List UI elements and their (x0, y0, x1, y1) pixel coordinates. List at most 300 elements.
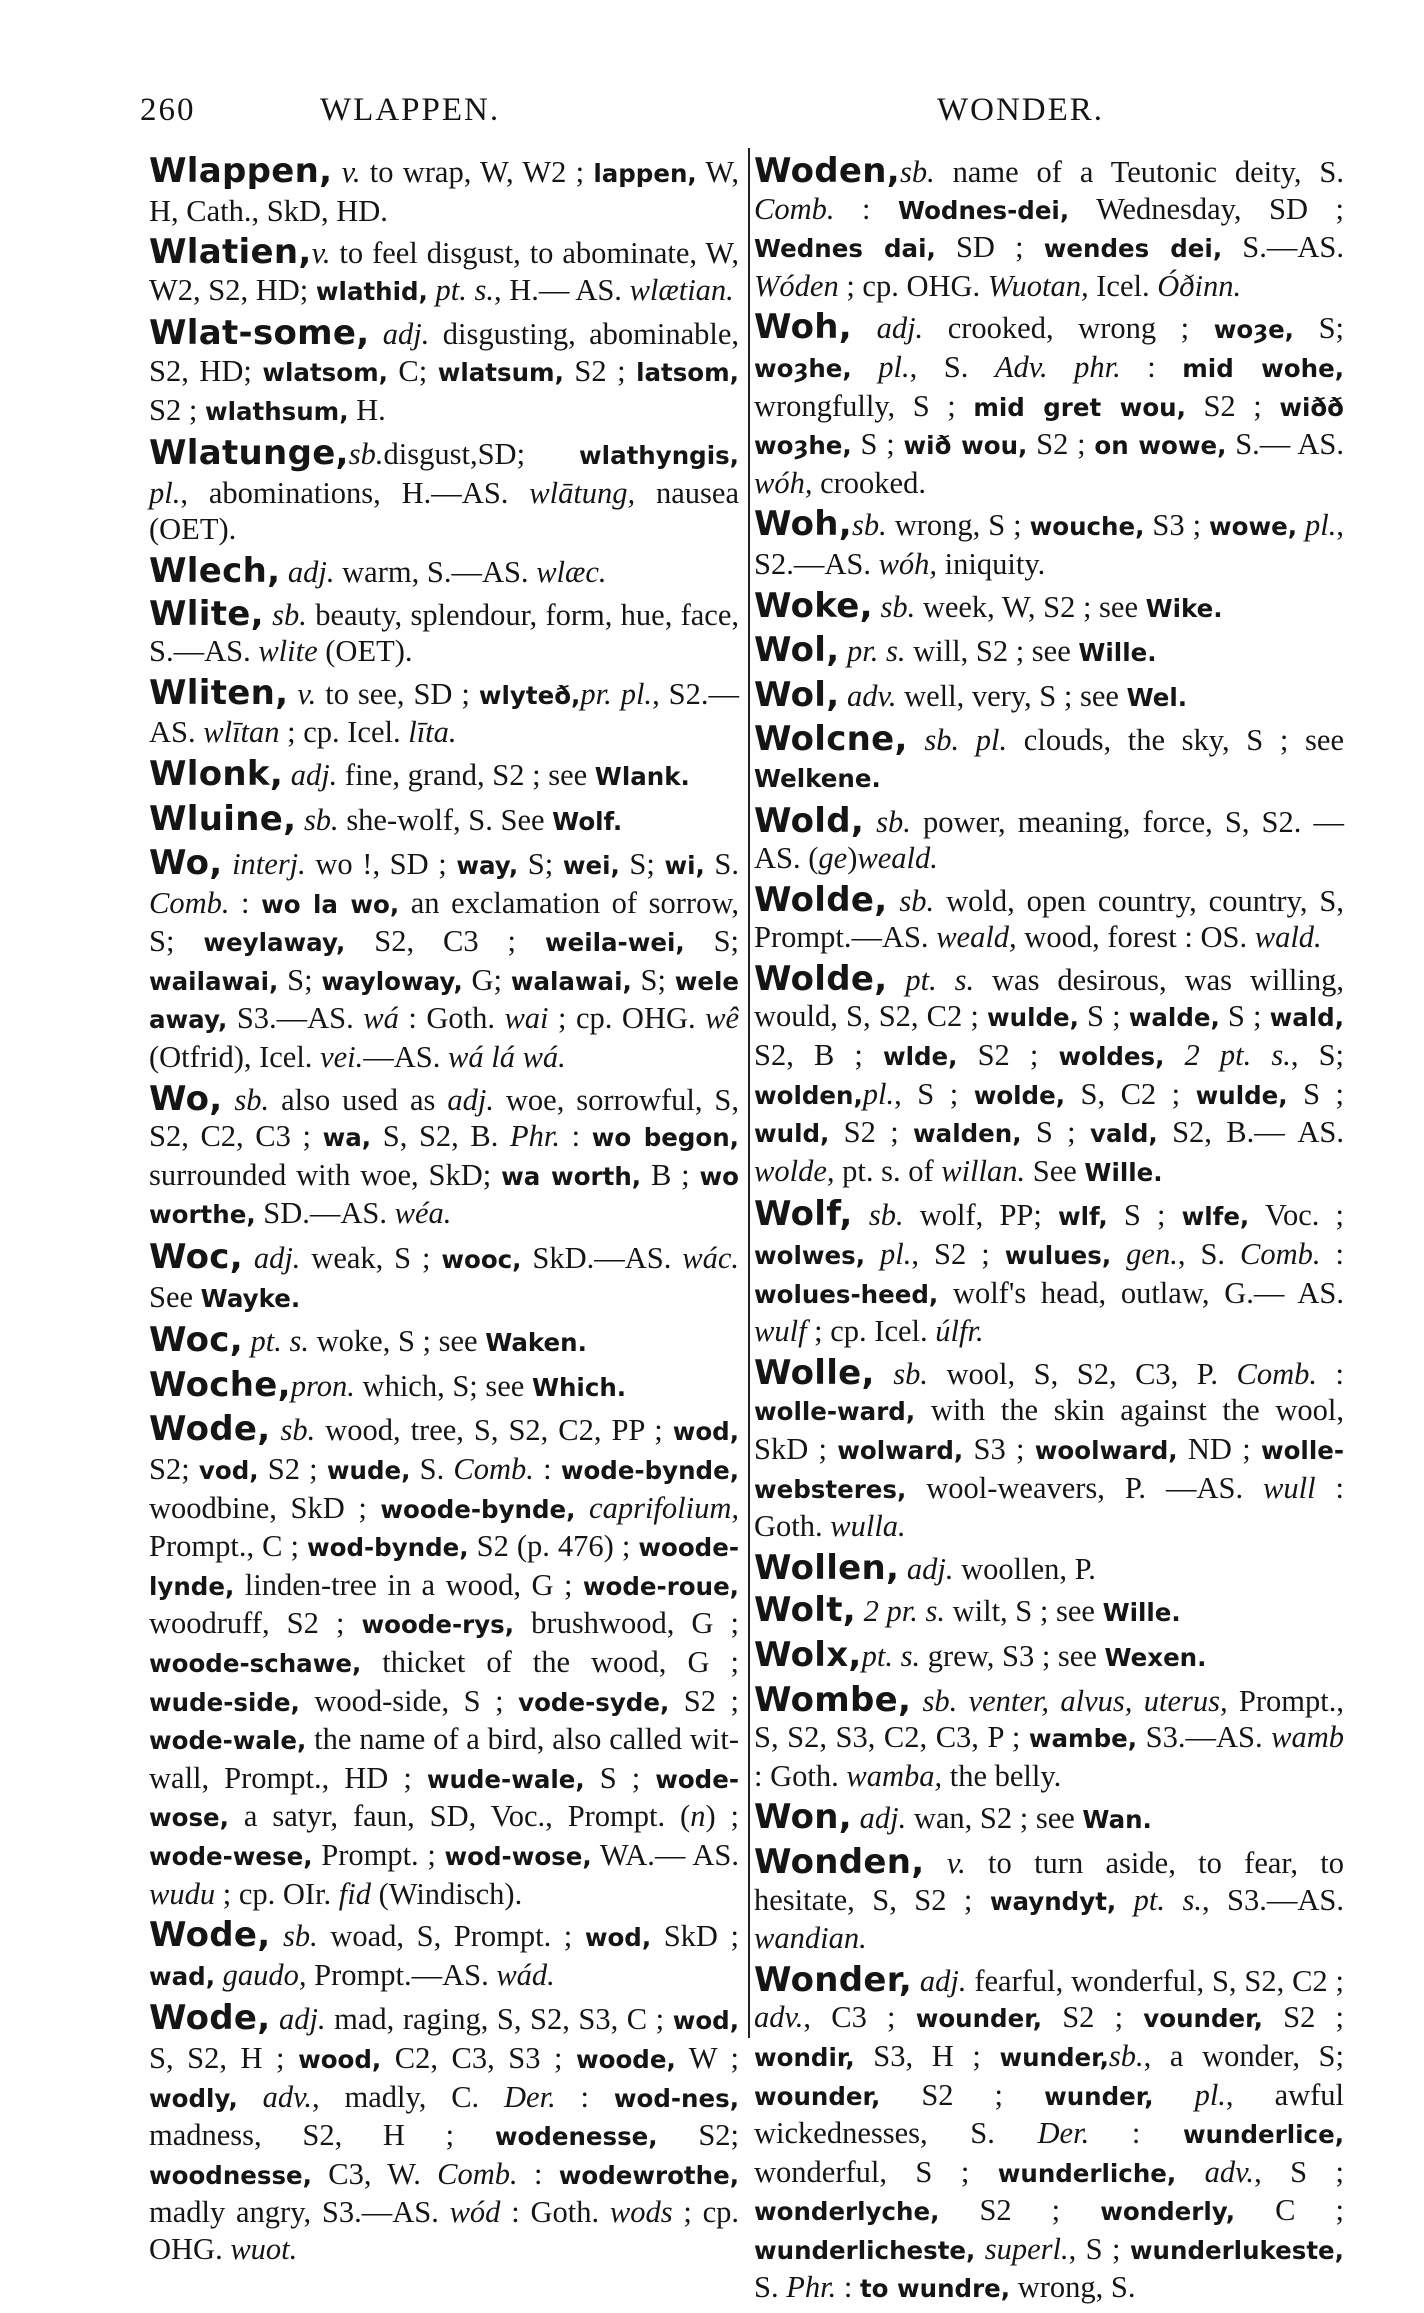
definition-text (911, 1684, 922, 1718)
definition-text: surrounded with woe, SkD; (149, 1157, 502, 1192)
definition-text: brushwood, G ; (514, 1606, 739, 1641)
definition-text: , abominations, H.—AS. (180, 475, 530, 510)
definition-text (243, 1324, 251, 1358)
headword: Wlite, (149, 593, 264, 634)
headword: Woden, (754, 151, 900, 191)
italic-label: Phr. (786, 2270, 837, 2305)
variant-form: weila-wei, (544, 928, 685, 958)
headword: Wlappen, (149, 151, 333, 191)
definition-text: nausea (OET). (149, 475, 739, 547)
definition-text: : (1317, 1356, 1344, 1391)
definition-text (369, 317, 382, 351)
variant-form: wei, (562, 851, 620, 881)
variant-form: wad, (149, 1961, 216, 1991)
definition-text: an exclamation of sorrow, S; (149, 885, 739, 959)
definition-text: , C3 ; (803, 2000, 916, 2035)
variant-form: wode-roue, (582, 1571, 739, 1601)
definition-text: S2 ; (939, 2193, 1101, 2228)
column-divider (748, 148, 750, 2038)
definition-text: SD ; (935, 230, 1044, 265)
definition-text: S ; (851, 427, 904, 462)
italic-label: wuot. (230, 2231, 298, 2266)
definition-text: wrongfully, S ; (754, 388, 974, 423)
italic-label: superl. (984, 2231, 1069, 2266)
variant-form: wolues-heed, (754, 1279, 939, 1309)
headword: Wolle, (754, 1352, 875, 1393)
definition-text (332, 155, 341, 189)
definition-text (1164, 1038, 1184, 1072)
dictionary-entry (149, 550, 739, 591)
definition-text (296, 803, 304, 837)
definition-text: weak, S ; (300, 1241, 442, 1276)
italic-label: adj. (253, 1241, 301, 1276)
variant-form: wlfe, (1181, 1202, 1250, 1232)
left-guide-word: WLAPPEN. (320, 92, 501, 128)
definition-text: SkD ; (651, 1919, 740, 1954)
italic-label: Wuotan, (987, 268, 1089, 303)
italic-label: Comb. (754, 191, 835, 226)
variant-form: lappen, (593, 159, 697, 188)
italic-label: Comb. (1236, 1356, 1318, 1391)
dictionary-entry (754, 1841, 1345, 1957)
italic-label: gen. (1126, 1237, 1178, 1272)
dictionary-entry (149, 1322, 739, 1362)
italic-label: wods (609, 2195, 673, 2230)
variant-form: wowe, (1209, 512, 1298, 542)
headword: Wolcne, (754, 719, 908, 760)
italic-label: sb. (303, 802, 339, 837)
definition-text: S. (754, 2270, 787, 2305)
running-head (140, 92, 1340, 152)
italic-label: wóh, (754, 465, 813, 500)
variant-form: woode-bynde, (380, 1494, 576, 1524)
dictionary-entry (149, 1364, 739, 1407)
definition-text: madly angry, S3.—AS. (149, 2195, 450, 2230)
definition-text: : Goth. (500, 2195, 610, 2230)
definition-text: S2 ; (1185, 388, 1280, 423)
definition-text: , S3.—AS. (1201, 1882, 1344, 1917)
dictionary-entry (149, 153, 739, 229)
definition-text: S2; (149, 1452, 199, 1486)
variant-form: Wednes dai, (754, 234, 936, 264)
variant-form: latsom, (636, 357, 739, 387)
variant-form: woode, (576, 2044, 676, 2074)
dictionary-entry (149, 234, 739, 310)
definition-text (1154, 2078, 1195, 2112)
definition-text: , H.— AS. (493, 272, 630, 307)
variant-form: wunder, (999, 2042, 1109, 2072)
dictionary-entry (149, 845, 739, 1076)
headword: Wlatunge, (149, 433, 349, 474)
dictionary-entry (754, 721, 1344, 797)
dictionary-entry (754, 958, 1345, 1192)
variant-form: walde, (1128, 1003, 1220, 1033)
definition-text (975, 2232, 984, 2266)
variant-form: wod, (584, 1923, 652, 1953)
variant-form: wounder, (754, 2081, 881, 2111)
italic-label: v. (311, 236, 331, 271)
definition-text: See (1025, 1153, 1085, 1188)
definition-text: S2 (p. 476) ; (468, 1529, 639, 1564)
headword: Wollen, (754, 1547, 900, 1588)
italic-label: Der. (504, 2079, 556, 2114)
definition-text: : (1089, 2116, 1183, 2151)
italic-label: wlite (258, 634, 318, 669)
definition-text: : Goth. (398, 1001, 505, 1036)
variant-form: wulde, (987, 1003, 1079, 1033)
page-number: 260 (140, 92, 196, 128)
headword: Wode, (149, 1915, 271, 1956)
italic-label: pr. s. (847, 634, 906, 669)
italic-label: wamb (1271, 1720, 1344, 1755)
italic-label: Comb. (149, 885, 230, 920)
left-column (149, 153, 739, 2272)
variant-form: Which. (531, 1372, 627, 1402)
right-guide-word: WONDER. (937, 92, 1105, 128)
variant-form: vald, (1089, 1119, 1158, 1149)
definition-text: wood-side, S ; (299, 1683, 519, 1718)
dictionary-entry (754, 800, 1344, 877)
variant-form: Wan. (1082, 1805, 1152, 1835)
definition-text: , madly, C. (312, 2079, 505, 2114)
variant-form: wo worthe, (149, 1161, 739, 1230)
variant-form: wele away, (149, 966, 740, 1035)
definition-text: S, C2 ; (1065, 1076, 1196, 1111)
definition-text (1297, 508, 1305, 542)
headword: Wolf, (754, 1194, 853, 1235)
italic-label: pt. s. (861, 1638, 921, 1673)
variant-form: woode-rys, (361, 1610, 515, 1640)
definition-text (839, 679, 847, 713)
definition-text: S. (410, 1452, 454, 1486)
headword: Wo, (149, 1078, 223, 1119)
definition-text: wrong, S. (1010, 2270, 1136, 2305)
italic-label: adj. (287, 554, 335, 589)
definition-text: to see, SD ; (316, 676, 479, 711)
headword: Wluine, (149, 798, 297, 839)
definition-text: S2 ; (563, 353, 637, 388)
variant-form: wod, (672, 2006, 740, 2036)
italic-label: pt. s. (905, 962, 975, 997)
italic-label: Adv. phr. (994, 349, 1121, 384)
variant-form: wlde, (882, 1042, 958, 1072)
definition-text: S ; (1219, 999, 1270, 1034)
italic-label: pr. pl. (580, 676, 653, 711)
definition-text: ; cp. Icel. (279, 715, 409, 750)
headword: Wode, (149, 1409, 271, 1450)
definition-text (908, 723, 925, 757)
definition-text (852, 311, 877, 345)
definition-text: S ; (1287, 1076, 1345, 1111)
italic-label: n (690, 1799, 706, 1834)
italic-label: wolde, (754, 1153, 835, 1188)
italic-label: sb. venter, alvus, uterus, (922, 1683, 1228, 1718)
italic-label: v. (297, 676, 317, 711)
headword: Wol, (754, 674, 840, 715)
dictionary-entry (754, 1352, 1344, 1545)
definition-text: power, meaning, force, S, S2. —AS. ( (754, 804, 1344, 876)
headword: Woc, (149, 1320, 243, 1361)
italic-label: adj. (906, 1551, 954, 1586)
italic-label: adv. (847, 678, 897, 713)
definition-text: Prompt.—AS. (306, 1957, 497, 1992)
definition-text: Prompt., S, S2, S3, C2, C3, P ; (754, 1683, 1344, 1755)
definition-text: ; cp. OHG. (149, 2195, 740, 2266)
variant-form: wendes dei, (1043, 234, 1223, 264)
definition-text: , S. (1177, 1237, 1241, 1272)
dictionary-entry (754, 879, 1345, 956)
headword: Woc, (149, 1237, 243, 1278)
headword: Wolt, (754, 1590, 856, 1631)
definition-text: fine, grand, S2 ; see (337, 757, 595, 792)
definition-text: well, very, S ; see (896, 678, 1127, 713)
italic-label: wulla. (830, 1509, 906, 1544)
italic-label: v. (946, 1845, 966, 1880)
italic-label: úlfr. (935, 1314, 984, 1349)
variant-form: to wundre, (859, 2274, 1011, 2304)
definition-text: : (517, 2156, 559, 2191)
variant-form: Wexen. (1104, 1642, 1207, 1672)
definition-text: , S; (1290, 1038, 1345, 1073)
definition-text: S3 ; (963, 1432, 1035, 1466)
dictionary-entry (149, 798, 739, 841)
headword: Woh, (754, 504, 852, 545)
dictionary-entry (149, 753, 739, 796)
italic-label: willan. (941, 1153, 1026, 1188)
definition-text: wonderful, S ; (754, 2154, 998, 2189)
definition-text: crooked, wrong ; (923, 311, 1214, 346)
definition-text: S2 ; (258, 1452, 327, 1486)
definition-text: B ; (641, 1157, 700, 1192)
variant-form: wulde, (1195, 1080, 1288, 1110)
definition-text: ; cp. Icel. (806, 1314, 936, 1349)
definition-text: linden-tree in a wood, G ; (234, 1567, 583, 1602)
dictionary-entry (149, 435, 739, 548)
variant-form: wode-wese, (149, 1841, 313, 1871)
italic-label: wá lá wá. (448, 1040, 566, 1075)
definition-text: wolf, PP; (903, 1198, 1059, 1233)
italic-label: wê (705, 1001, 740, 1036)
definition-text: disgust,SD; (383, 437, 580, 472)
definition-text: (Windisch). (370, 1876, 523, 1911)
definition-text: , a wonder, S; (1143, 2038, 1344, 2073)
definition-text: she-wolf, S. See (338, 802, 553, 837)
variant-form: wa worth, (501, 1161, 642, 1191)
variant-form: wod-wose, (444, 1841, 592, 1871)
italic-label: adj. (876, 311, 924, 346)
italic-label: pl. (1305, 508, 1337, 543)
headword: Wol, (754, 630, 840, 671)
definition-text: S2, B.— AS. (1157, 1115, 1344, 1150)
italic-label: sb. (899, 883, 935, 918)
definition-text: ; cp. OHG. (838, 268, 988, 303)
italic-label: wamba, (846, 1758, 943, 1793)
variant-form: woȝe, (1213, 315, 1294, 345)
dictionary-entry (754, 1634, 1344, 1677)
italic-label: sb. (280, 1413, 316, 1448)
variant-form: wunderlice, (1183, 2120, 1344, 2150)
definition-text: : (555, 2079, 614, 2114)
variant-form: wlf, (1058, 1202, 1108, 1232)
definition-text: S; (631, 962, 675, 997)
definition-text: S, S2, B. (371, 1119, 510, 1154)
definition-text (575, 1491, 589, 1525)
variant-form: wlathyngis, (579, 441, 739, 471)
variant-form: wlatsum, (437, 357, 564, 387)
italic-label: sb. (1108, 2038, 1144, 2073)
definition-text: woad, S, Prompt. ; (317, 1919, 585, 1954)
definition-text: C2, C3, S3 ; (381, 2040, 576, 2075)
italic-label: adv. (262, 2079, 313, 2114)
variant-form: weylaway, (203, 928, 346, 958)
dictionary-entry (149, 1239, 739, 1317)
definition-text: beauty, splendour, form, hue, face, S.—AS. (149, 597, 740, 669)
variant-form: wodly, (149, 2083, 238, 2113)
definition-text: mad, raging, S, S2, S3, C ; (325, 2002, 673, 2037)
definition-text: S2 ; (1262, 2000, 1345, 2035)
dictionary-entry (754, 506, 1344, 582)
variant-form: walawai, (510, 966, 632, 996)
italic-label: sb. (880, 589, 916, 624)
definition-text: H. (348, 392, 386, 427)
definition-text: fearful, wonderful, S, S2, C2 ; (966, 1963, 1344, 1998)
dictionary-entry (754, 1196, 1344, 1349)
italic-label: wlītan (203, 715, 280, 750)
italic-label: pt. s. (435, 272, 494, 307)
definition-text: wool-weavers, P. —AS. (906, 1470, 1264, 1505)
definition-text: : (836, 2270, 860, 2305)
definition-text: clouds, the sky, S ; see (1007, 723, 1344, 758)
italic-label: wá (363, 1001, 399, 1036)
definition-text: (Otfrid), Icel. (149, 1040, 321, 1075)
italic-label: wác. (682, 1241, 740, 1276)
italic-label: caprifolium, (589, 1490, 739, 1525)
dictionary-entry (754, 1547, 1344, 1588)
variant-form: woolward, (1034, 1436, 1178, 1465)
italic-label: wudu (149, 1876, 216, 1911)
dictionary-entry (149, 1917, 739, 1995)
italic-label: v. (341, 155, 361, 189)
italic-label: adv. (1204, 2154, 1255, 2189)
definition-text: disgusting, abominable, S2, HD; (149, 317, 739, 388)
dictionary-entry (754, 585, 1344, 628)
definition-text: ; cp. OHG. (548, 1001, 706, 1036)
variant-form: wod, (672, 1417, 739, 1447)
definition-text: W, H, Cath., SkD, HD. (149, 155, 740, 228)
italic-label: vei. (320, 1040, 364, 1075)
definition-text: : (834, 191, 898, 226)
dictionary-entry (754, 1959, 1345, 2308)
definition-text: : (1120, 349, 1183, 384)
variant-form: wo la wo, (261, 889, 400, 919)
headword: Wlat-some, (149, 313, 370, 354)
variant-form: woodnesse, (149, 2160, 312, 2190)
definition-text: SkD.—AS. (521, 1241, 683, 1276)
definition-text: wo !, SD ; (305, 847, 457, 882)
definition-text (288, 677, 297, 711)
italic-label: wód (449, 2195, 501, 2230)
definition-text: S2 ; (957, 1038, 1059, 1073)
variant-form: wayloway, (321, 966, 463, 996)
variant-form: vounder, (1143, 2004, 1263, 2034)
italic-label: sb. (893, 1356, 928, 1391)
definition-text: madness, S2, H ; (149, 2118, 495, 2153)
definition-text: name of a Teutonic deity, S. (934, 155, 1344, 189)
italic-label: sb. (876, 804, 911, 839)
variant-form: mid gret wou, (973, 392, 1186, 422)
definition-text (283, 758, 291, 792)
definition-text: S; (1294, 311, 1345, 346)
italic-label: wlætian. (629, 272, 734, 307)
definition-text (887, 884, 899, 918)
variant-form: wod-nes, (613, 2083, 739, 2113)
definition-text: (OET). (317, 634, 413, 669)
italic-label: wóh, (878, 546, 938, 581)
definition-text: S ; (1078, 999, 1129, 1034)
definition-text: wilt, S ; see (944, 1594, 1103, 1629)
definition-text: grew, S3 ; see (920, 1638, 1105, 1673)
italic-label: weald. (857, 841, 938, 876)
italic-label: wai (504, 1001, 549, 1036)
variant-form: wodenesse, (494, 2122, 658, 2152)
variant-form: wunderlicheste, (754, 2235, 976, 2265)
definition-text: S2, C3 ; (345, 924, 545, 959)
definition-text: will, S2 ; see (905, 634, 1079, 669)
definition-text: Icel. (1088, 268, 1158, 303)
variant-form: vode-syde, (518, 1687, 670, 1717)
variant-form: wolward, (837, 1436, 964, 1465)
definition-text: week, W, S2 ; see (915, 589, 1146, 624)
definition-text (853, 1198, 869, 1232)
variant-form: wailawai, (149, 966, 279, 996)
italic-label: sb. pl. (924, 723, 1008, 758)
definition-text: ) ; (705, 1799, 739, 1834)
definition-text: thicket of the wood, G ; (361, 1644, 739, 1679)
definition-text (270, 2002, 279, 2036)
variant-form: wode-bynde, (560, 1456, 740, 1485)
dictionary-entry (754, 1799, 1344, 1839)
definition-text: : Goth. (754, 1470, 1344, 1544)
variant-form: wlatsom, (262, 357, 388, 387)
headword: Wonder, (754, 1959, 913, 2000)
italic-label: sb. (272, 597, 307, 632)
variant-form: on wowe, (1094, 431, 1227, 461)
variant-form: woldes, (1058, 1042, 1165, 1072)
definition-text: S ; (1107, 1198, 1182, 1233)
definition-text: was desirous, was willing, would, S, S2, C2 ; (754, 962, 1344, 1034)
definition-text: S. (704, 847, 739, 882)
italic-label: pt. s. (250, 1324, 310, 1359)
definition-text: woollen, P. (953, 1551, 1096, 1586)
headword: Woh, (754, 307, 852, 348)
definition-text: Prompt. ; (312, 1837, 445, 1872)
definition-text: : (229, 885, 262, 920)
definition-text: S.— AS. (1226, 427, 1345, 462)
variant-form: wouche, (1029, 512, 1145, 542)
headword: Wlatien, (149, 232, 312, 273)
definition-text (899, 1552, 907, 1586)
definition-text: crooked. (812, 465, 926, 500)
italic-label: fid (338, 1876, 371, 1911)
definition-text (215, 1958, 223, 1992)
italic-label: pl. (880, 1237, 912, 1272)
variant-form: wlyteð, (478, 680, 581, 710)
headword: Wonden, (754, 1841, 925, 1882)
headword: Wombe, (754, 1679, 912, 1720)
variant-form: wude, (326, 1456, 411, 1485)
dictionary-entry (754, 309, 1344, 501)
definition-text: , S2 ; (911, 1237, 1005, 1272)
